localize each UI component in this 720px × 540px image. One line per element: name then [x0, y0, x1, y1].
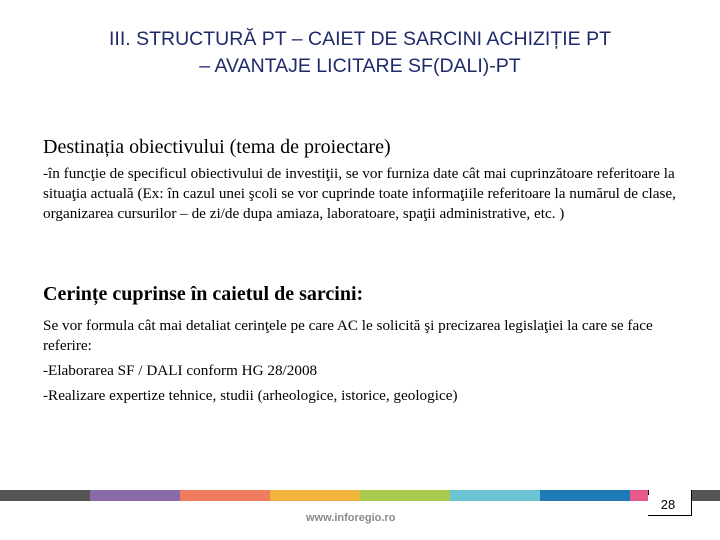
section-heading-destination: Destinația obiectivului (tema de proiectare) [43, 136, 391, 158]
requirement-item-1: -Elaborarea SF / DALI conform HG 28/2008 [43, 362, 318, 379]
strip-segment [360, 490, 450, 501]
footer-color-strip [0, 490, 720, 501]
requirements-intro-text: Se vor formula cât mai detaliat cerinţele pe care AC le solicită şi precizarea legislaţiei la care se face referire: [43, 317, 653, 354]
requirement-item-2: -Realizare expertize tehnice, studii (arheologice, istorice, geologice) [43, 387, 458, 404]
strip-segment [540, 490, 630, 501]
page-number: 28 [648, 495, 688, 515]
section-body-requirements [43, 316, 693, 406]
slide-title-line-1: III. STRUCTURĂ PT – CAIET DE SARCINI ACHIZIȚIE PT [108, 28, 612, 50]
strip-segment [450, 490, 540, 501]
website-url: www.inforegio.ro [306, 512, 396, 524]
section-text-destination: -în funcţie de specificul obiectivului de investiţii, se vor furniza date cât mai cuprinzătoare referitoare la situaţia actuală (Ex: în cazul unei şcoli se vor cuprinde toate informaţiile referitoare la numărul de clase, organizarea cursurilor – de zi/de dupa amiaza, laboratoare, spaţii administrative, etc. ) [43, 165, 676, 222]
strip-segment [270, 490, 360, 501]
strip-segment [90, 490, 180, 501]
section-heading-requirements: Cerințe cuprinse în caietul de sarcini: [43, 283, 364, 305]
strip-segment [180, 490, 270, 501]
slide-title-line-2: – AVANTAJE LICITARE SF(DALI)-PT [199, 55, 521, 77]
slide-title [20, 26, 700, 80]
strip-segment [0, 490, 90, 501]
